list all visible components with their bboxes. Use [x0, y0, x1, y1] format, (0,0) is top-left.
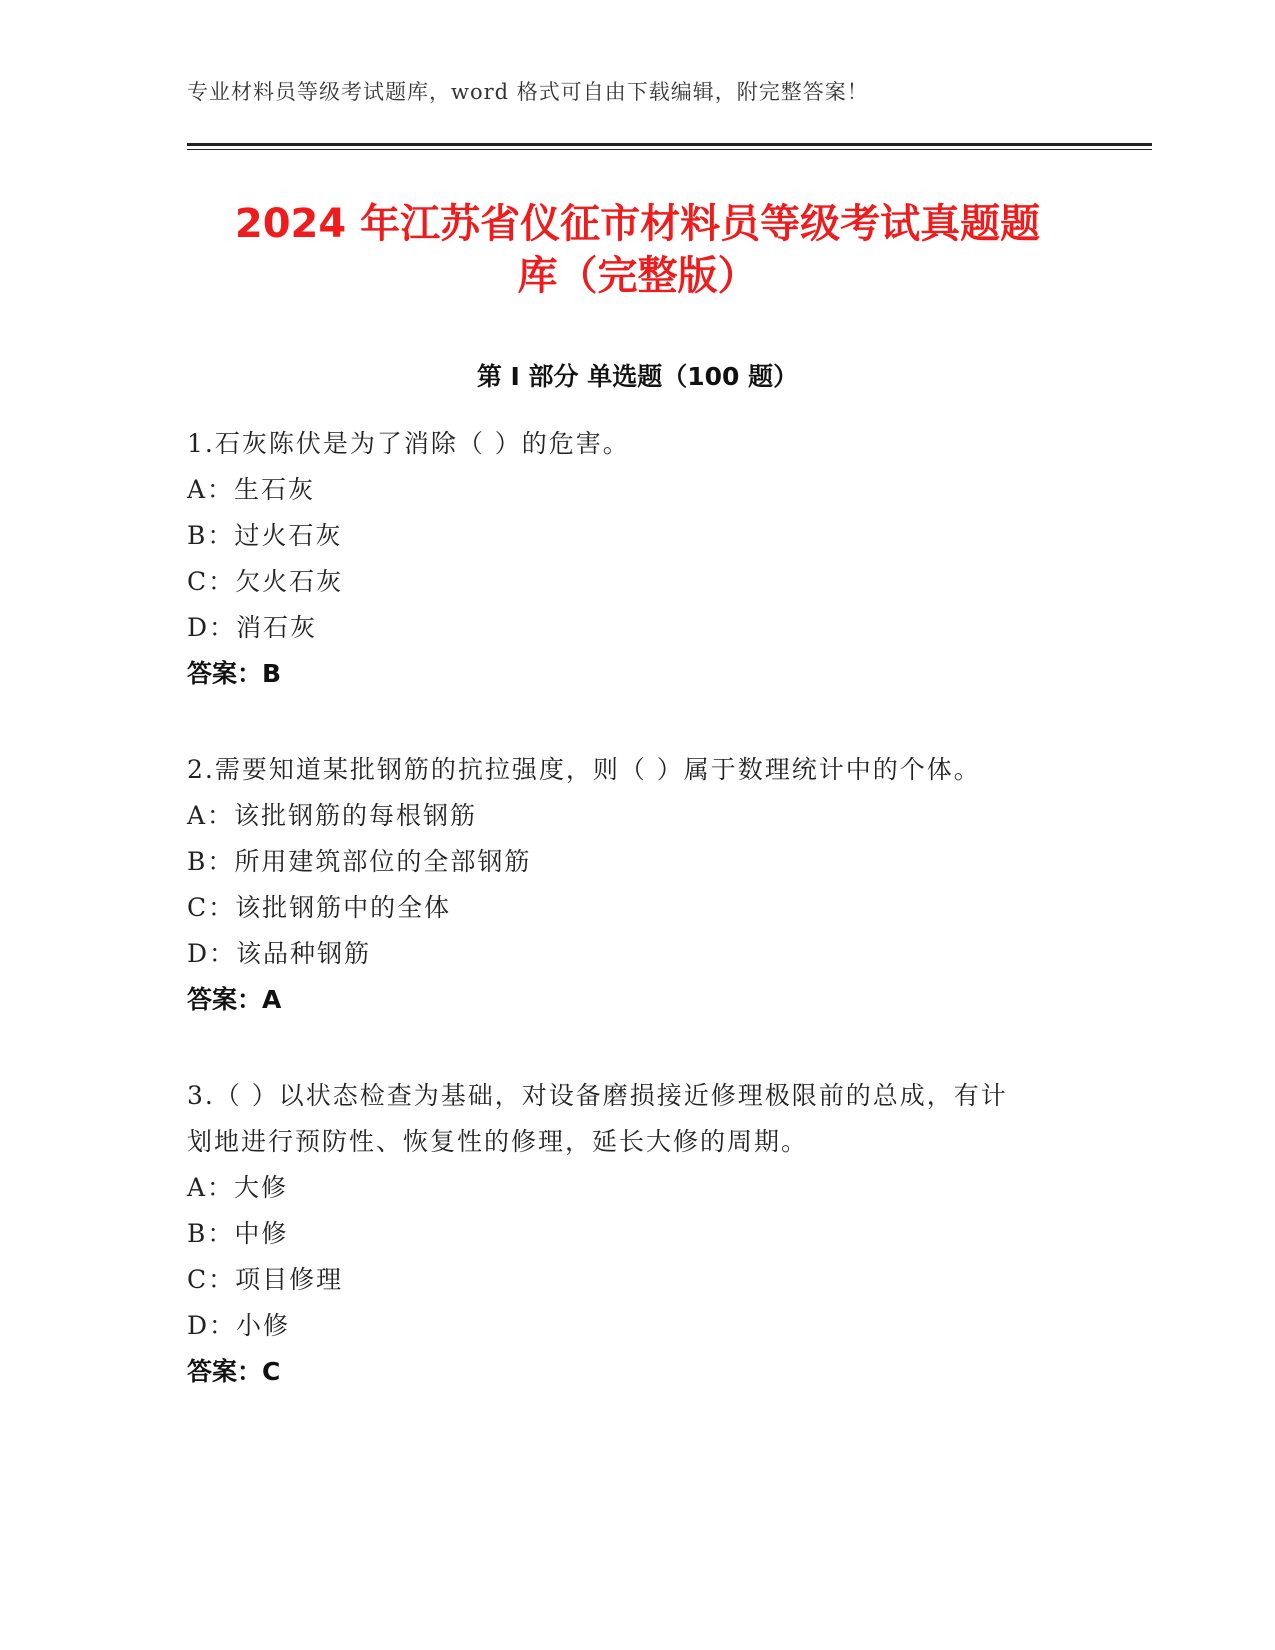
answer: 答案：B — [187, 659, 282, 688]
answer: 答案：A — [187, 985, 282, 1014]
question-2 — [187, 747, 1087, 1023]
option-d: D：消石灰 — [187, 613, 318, 642]
question-3 — [187, 1073, 1087, 1395]
question-stem-line-2: 划地进行预防性、恢复性的修理，延长大修的周期。 — [187, 1127, 809, 1156]
option-c: C：项目修理 — [187, 1265, 344, 1294]
option-b: B：所用建筑部位的全部钢筋 — [187, 847, 532, 876]
option-a: A：该批钢筋的每根钢筋 — [187, 801, 478, 830]
option-b: B：中修 — [187, 1219, 289, 1248]
section-heading: 第 I 部分 单选题（100 题） — [476, 362, 799, 391]
header-divider-thick — [187, 143, 1152, 146]
question-1 — [187, 421, 1087, 697]
question-stem: 2.需要知道某批钢筋的抗拉强度，则（ ）属于数理统计中的个体。 — [187, 755, 981, 784]
option-c: C：该批钢筋中的全体 — [187, 893, 452, 922]
answer: 答案：C — [187, 1357, 281, 1386]
option-d: D：该品种钢筋 — [187, 939, 372, 968]
option-d: D：小修 — [187, 1311, 291, 1340]
option-a: A：生石灰 — [187, 475, 316, 504]
title-line-2: 库（完整版） — [517, 253, 758, 299]
document-title — [150, 198, 1125, 302]
question-stem-line-1: 3.（ ）以状态检查为基础，对设备磨损接近修理极限前的总成，有计 — [187, 1081, 1008, 1110]
header-note: 专业材料员等级考试题库，word 格式可自由下载编辑，附完整答案！ — [187, 80, 869, 104]
header-divider-thin — [187, 149, 1152, 150]
title-line-1: 2024 年江苏省仪征市材料员等级考试真题题 — [234, 201, 1041, 247]
option-c: C：欠火石灰 — [187, 567, 344, 596]
option-a: A：大修 — [187, 1173, 289, 1202]
option-b: B：过火石灰 — [187, 521, 343, 550]
question-stem: 1.石灰陈伏是为了消除（ ）的危害。 — [187, 429, 630, 458]
